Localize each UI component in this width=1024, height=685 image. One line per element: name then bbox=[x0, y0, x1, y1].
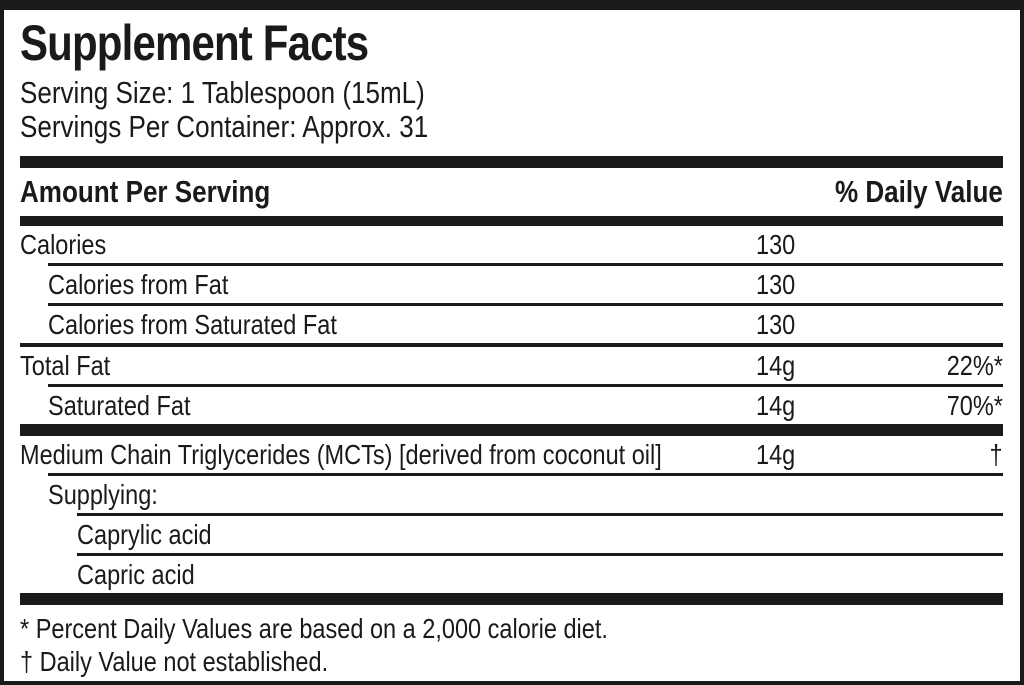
serving-size-text: Serving Size: 1 Tablespoon (15mL) bbox=[20, 75, 425, 110]
nutrient-name: Supplying: bbox=[48, 478, 158, 510]
daily-value-header: % Daily Value bbox=[835, 174, 1003, 209]
table-row bbox=[20, 347, 1003, 384]
table-header bbox=[20, 168, 1003, 216]
nutrient-amount: 130 bbox=[756, 228, 796, 260]
serving-size bbox=[20, 76, 1003, 110]
amount-per-serving-header: Amount Per Serving bbox=[20, 174, 271, 209]
table-row bbox=[20, 556, 1003, 593]
label-title bbox=[20, 15, 1003, 71]
nutrient-name: Calories bbox=[20, 228, 107, 260]
footnotes bbox=[20, 612, 1003, 678]
nutrient-amount: 130 bbox=[756, 268, 796, 300]
nutrient-daily-value: 22%* bbox=[946, 349, 1003, 381]
footnote-daily-values bbox=[20, 612, 1003, 645]
nutrient-amount: 14g bbox=[756, 438, 796, 470]
nutrient-name: Caprylic acid bbox=[77, 518, 212, 550]
servings-per-container bbox=[20, 110, 1003, 144]
footnote-dv-not-established-text: † Daily Value not established. bbox=[20, 646, 329, 677]
servings-per-container-text: Servings Per Container: Approx. 31 bbox=[20, 109, 429, 144]
label-inner bbox=[4, 15, 1020, 685]
nutrient-name: Medium Chain Triglycerides (MCTs) [derived from coconut oil] bbox=[20, 438, 662, 470]
footnote-daily-values-text: * Percent Daily Values are based on a 2,000 calorie diet. bbox=[20, 613, 608, 644]
label-title-text: Supplement Facts bbox=[20, 15, 369, 71]
nutrient-amount: 14g bbox=[756, 389, 796, 421]
section-divider-bar bbox=[20, 424, 1003, 436]
section-divider-bar bbox=[20, 593, 1003, 605]
table-row bbox=[20, 266, 1003, 303]
divider-bar-header bbox=[20, 216, 1003, 226]
table-row bbox=[20, 306, 1003, 343]
nutrient-daily-value: 70%* bbox=[946, 389, 1003, 421]
nutrient-name: Saturated Fat bbox=[48, 389, 191, 421]
nutrient-amount: 14g bbox=[756, 349, 796, 381]
nutrient-name: Capric acid bbox=[77, 558, 195, 590]
footnote-dv-not-established bbox=[20, 645, 1003, 678]
nutrient-amount: 130 bbox=[756, 308, 796, 340]
table-row bbox=[20, 436, 1003, 473]
nutrient-table bbox=[20, 226, 1003, 605]
nutrient-daily-value: † bbox=[989, 438, 1003, 470]
divider-bar-top bbox=[20, 156, 1003, 168]
table-row bbox=[20, 516, 1003, 553]
nutrient-name: Calories from Saturated Fat bbox=[48, 308, 337, 340]
table-row bbox=[20, 387, 1003, 424]
nutrient-name: Calories from Fat bbox=[48, 268, 229, 300]
table-row bbox=[20, 226, 1003, 263]
nutrient-name: Total Fat bbox=[20, 349, 111, 381]
table-row bbox=[20, 476, 1003, 513]
